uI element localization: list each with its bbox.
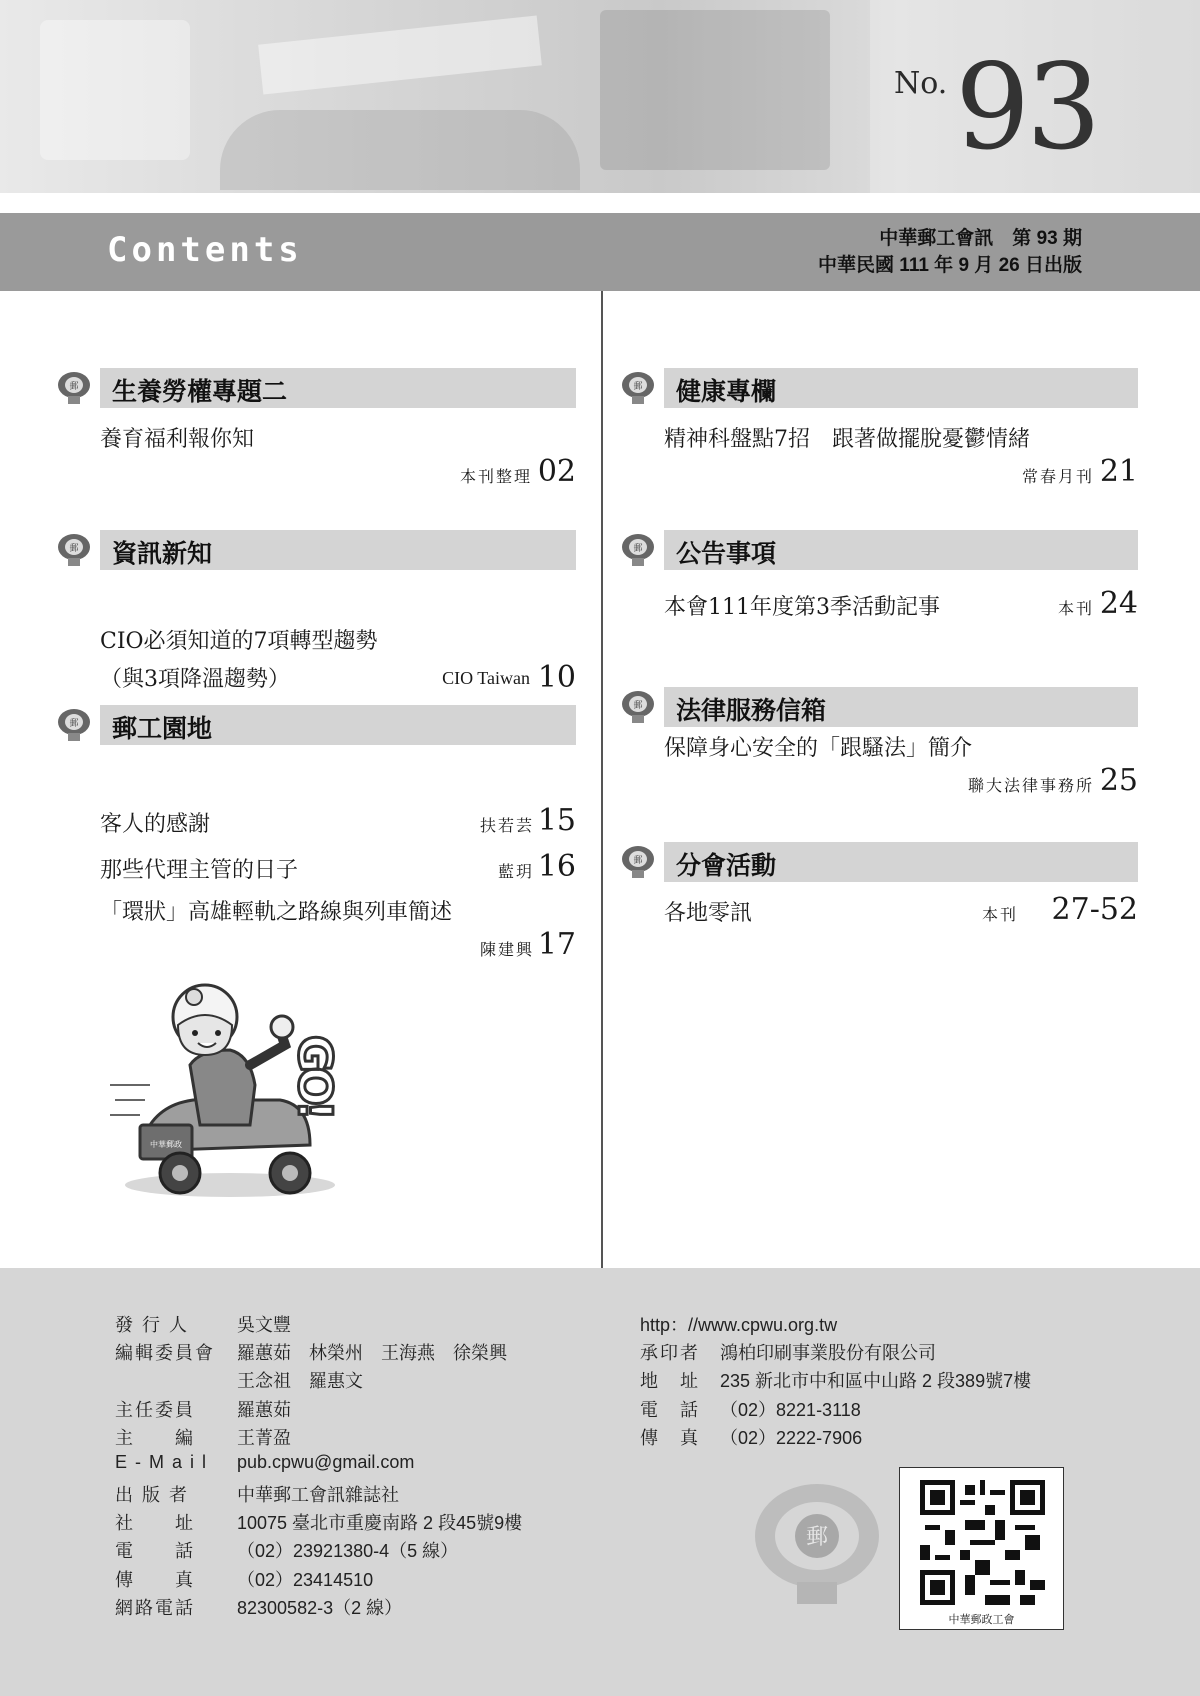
masthead-value: 羅蕙茹: [237, 1400, 291, 1420]
masthead-key: 網路電話: [115, 1598, 195, 1618]
toc-entry[interactable]: [620, 570, 1138, 630]
section-header: [620, 368, 1138, 408]
section-header: [620, 687, 1138, 727]
masthead-key: 電 話: [640, 1400, 700, 1420]
entry-author: 常春月刊: [1021, 467, 1094, 486]
entry-page: 10: [537, 660, 576, 695]
masthead-row: [115, 1594, 402, 1620]
entry-author: CIO Taiwan: [442, 668, 530, 688]
masthead-value: （02）23921380-4（5 線）: [237, 1541, 459, 1561]
section-header: [620, 530, 1138, 570]
entry-author: 聯大法律事務所: [967, 776, 1094, 795]
masthead-row: [115, 1424, 291, 1450]
publication-info: [818, 225, 1082, 279]
entry-page: 15: [537, 803, 576, 838]
toc-entry[interactable]: [620, 882, 1138, 942]
masthead-value: 82300582-3（2 線）: [237, 1598, 403, 1618]
toc-entry[interactable]: [620, 408, 1138, 488]
publication-date: 中華民國 111 年 9 月 26 日出版: [818, 255, 1082, 276]
section-title: 法律服務信箱: [676, 696, 827, 725]
masthead-key: 出 版 者: [115, 1485, 190, 1505]
entry-author: 陳建興: [479, 940, 534, 959]
masthead-row: [115, 1396, 291, 1422]
masthead-key: 傳 真: [115, 1570, 195, 1590]
entry-author: 本刊: [1057, 599, 1094, 618]
masthead-row: [640, 1311, 837, 1337]
svg-text:郵: 郵: [633, 544, 643, 554]
postal-badge-icon: [56, 707, 92, 743]
section-header: [56, 368, 576, 408]
qr-caption: 中華郵政工會: [948, 1614, 1015, 1626]
masthead-row: [115, 1339, 507, 1365]
email-link[interactable]: pub.cpwu@gmail.com: [237, 1452, 415, 1472]
publication-issue: 中華郵工會訊 第 93 期: [879, 228, 1082, 249]
svg-text:郵: 郵: [633, 856, 643, 866]
postal-badge-icon: [620, 844, 656, 880]
column-divider: [601, 291, 603, 1268]
entry-author: 扶若芸: [479, 816, 534, 835]
masthead-key: E-Mail: [115, 1452, 215, 1472]
toc-section: [620, 687, 1138, 807]
section-header: [56, 705, 576, 745]
masthead-key: 社 址: [115, 1513, 195, 1533]
toc-entry[interactable]: [56, 408, 576, 488]
go-text: GO!: [288, 1035, 342, 1115]
toc-entry[interactable]: [620, 727, 1138, 807]
entry-title: 保障身心安全的「跟騷法」簡介: [664, 736, 973, 761]
svg-text:郵: 郵: [69, 544, 79, 554]
entry-title: 那些代理主管的日子: [100, 858, 299, 883]
masthead-row: [115, 1367, 363, 1393]
toc-section: [620, 530, 1138, 630]
toc-section: [620, 368, 1138, 488]
masthead-value: 中華郵工會訊雜誌社: [237, 1485, 399, 1505]
masthead-key: 主 編: [115, 1428, 195, 1448]
toc-section: [620, 842, 1138, 942]
entry-title-line2: （與3項降溫趨勢）: [100, 667, 290, 692]
toc-entry[interactable]: [56, 745, 576, 838]
masthead-key: 發 行 人: [115, 1315, 190, 1335]
toc-section: [56, 530, 576, 695]
entry-page: 27-52: [1051, 892, 1138, 927]
entry-page: 17: [537, 927, 576, 962]
entry-page: 25: [1099, 763, 1138, 798]
qr-code-pattern: [920, 1480, 1045, 1605]
issue-number: 93: [955, 38, 1098, 176]
section-title: 健康專欄: [676, 377, 777, 406]
masthead-value: （02）2222-7906: [720, 1428, 863, 1448]
entry-author: 藍玥: [497, 862, 534, 881]
masthead-key: 電 話: [115, 1541, 195, 1561]
masthead-value: 235 新北市中和區中山路 2 段389號7樓: [720, 1371, 1032, 1391]
masthead-value: 鴻柏印刷事業股份有限公司: [720, 1343, 936, 1363]
masthead-row: [640, 1339, 936, 1365]
entry-title: 各地零訊: [664, 901, 753, 926]
masthead-row: [115, 1537, 458, 1563]
entry-title: 本會111年度第3季活動記事: [664, 595, 940, 620]
entry-page: 02: [537, 454, 576, 489]
masthead-row: [115, 1509, 522, 1535]
entry-title: 養育福利報你知: [100, 427, 255, 452]
scooter-box-label: 中華郵政: [150, 1140, 182, 1149]
postal-badge-icon: [620, 689, 656, 725]
svg-text:郵: 郵: [633, 701, 643, 711]
masthead-key: 地 址: [640, 1371, 700, 1391]
masthead-row: [640, 1396, 861, 1422]
masthead-key: 編輯委員會: [115, 1343, 215, 1363]
issue-prefix: No.: [894, 66, 948, 101]
website-link[interactable]: http：//www.cpwu.org.tw: [640, 1315, 838, 1335]
svg-text:郵: 郵: [69, 382, 79, 392]
toc-entry[interactable]: [56, 837, 576, 962]
qr-code[interactable]: [899, 1467, 1064, 1630]
section-title: 生養勞權專題二: [112, 377, 288, 406]
masthead-value: 吳文豐: [237, 1315, 291, 1335]
section-title: 郵工園地: [112, 714, 213, 743]
toc-section: [56, 368, 576, 488]
toc-entry[interactable]: [56, 791, 576, 884]
section-header: [56, 530, 576, 570]
masthead-value: （02）23414510: [237, 1570, 374, 1590]
section-title: 資訊新知: [112, 539, 213, 568]
entry-title: 「環狀」高雄輕軌之路線與列車簡述: [100, 900, 453, 925]
masthead-value: （02）8221-3118: [720, 1400, 861, 1420]
masthead-value: 10075 臺北市重慶南路 2 段45號9樓: [237, 1513, 523, 1533]
masthead-row: [640, 1424, 862, 1450]
masthead-row: [640, 1367, 1031, 1393]
entry-author: 本刊整理: [459, 467, 532, 486]
masthead-row: [115, 1452, 414, 1473]
postal-badge-icon: [56, 532, 92, 568]
entry-page: 24: [1099, 586, 1138, 621]
section-title: 公告事項: [676, 539, 777, 568]
contents-title: Contents: [107, 230, 303, 270]
cover-photo-banner: [0, 0, 1200, 193]
masthead-value: 王念祖 羅惠文: [237, 1371, 363, 1391]
masthead-value: 羅蕙茹 林榮州 王海燕 徐榮興: [237, 1343, 507, 1363]
toc-section: [56, 705, 576, 962]
postal-badge-icon: [620, 532, 656, 568]
masthead-key: 承印者: [640, 1343, 700, 1363]
section-title: 分會活動: [676, 851, 777, 880]
entry-author: 本刊: [981, 905, 1018, 924]
postman-scooter-illustration: [110, 975, 360, 1205]
toc-entry[interactable]: [56, 570, 576, 695]
masthead-value: 王菁盈: [237, 1428, 291, 1448]
masthead-row: [115, 1311, 291, 1337]
svg-text:郵: 郵: [69, 719, 79, 729]
entry-title: CIO必須知道的7項轉型趨勢: [100, 629, 378, 654]
union-logo: [752, 1478, 882, 1608]
entry-page: 16: [537, 849, 576, 884]
svg-text:郵: 郵: [633, 382, 643, 392]
postal-badge-icon: [620, 370, 656, 406]
masthead-key: 主任委員: [115, 1400, 195, 1420]
masthead-row: [115, 1566, 373, 1592]
masthead-row: [115, 1481, 399, 1507]
section-header: [620, 842, 1138, 882]
entry-page: 21: [1099, 454, 1138, 489]
entry-title: 客人的感謝: [100, 812, 211, 837]
contents-header-bar: [0, 213, 1200, 291]
logo-char: 郵: [805, 1525, 829, 1550]
postal-badge-icon: [56, 370, 92, 406]
masthead-key: 傳 真: [640, 1428, 700, 1448]
entry-title: 精神科盤點7招 跟著做擺脫憂鬱情緒: [664, 427, 1030, 452]
